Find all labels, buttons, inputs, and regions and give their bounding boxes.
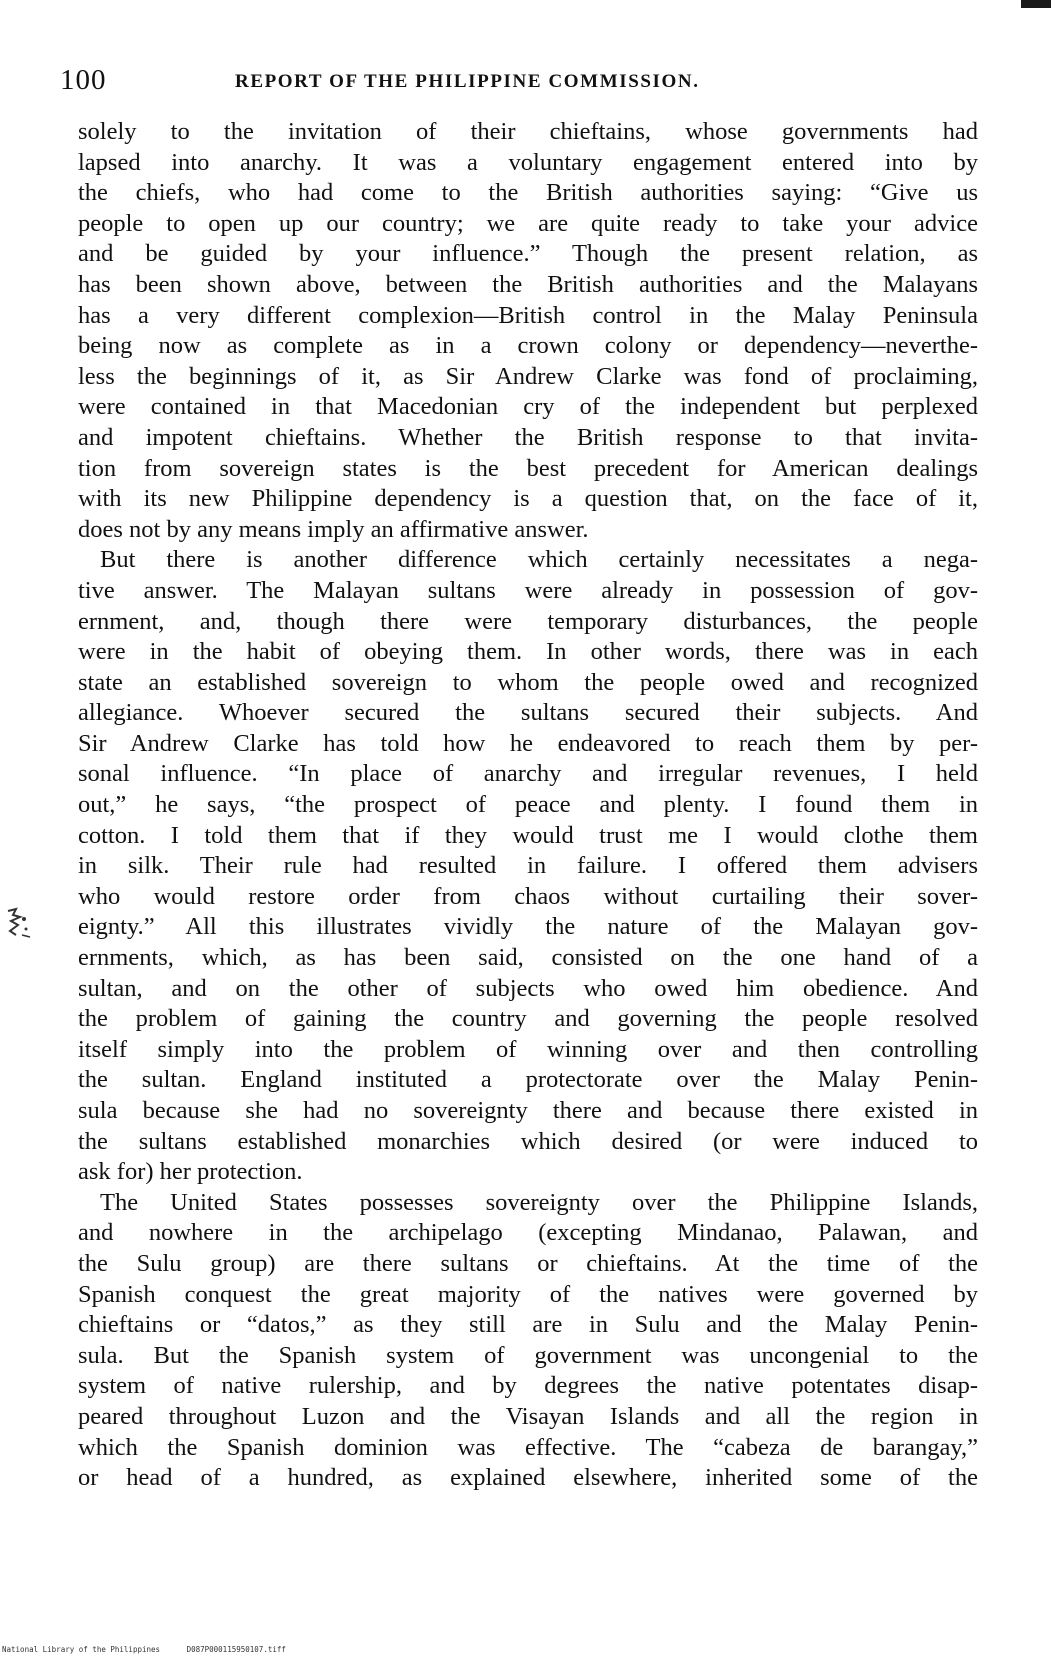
text-line: has been shown above, between the British authorities and the Malayans xyxy=(78,270,978,298)
text-line: sonal influence. “In place of anarchy and irregular revenues, I held xyxy=(78,760,978,788)
text-line: has a very different complexion—British control in the Malay Peninsula xyxy=(78,301,978,329)
margin-ink-mark xyxy=(4,905,34,941)
text-line: tive answer. The Malayan sultans were already in possession of gov- xyxy=(78,576,978,604)
scan-corner-mark xyxy=(1021,0,1051,8)
text-line: system of native rulership, and by degrees the native potentates disap- xyxy=(78,1372,978,1400)
text-line: the Sulu group) are there sultans or chieftains. At the time of the xyxy=(78,1249,978,1277)
running-title: REPORT OF THE PHILIPPINE COMMISSION. xyxy=(235,71,700,92)
text-line: sultan, and on the other of subjects who owed him obedience. And xyxy=(78,974,978,1002)
text-line: in silk. Their rule had resulted in failure. I offered them advisers xyxy=(78,852,978,880)
text-line: Spanish conquest the great majority of the natives were governed by xyxy=(78,1280,978,1308)
text-line: ask for) her protection. xyxy=(78,1158,303,1186)
text-line: the problem of gaining the country and governing the people resolved xyxy=(78,1005,978,1033)
text-line: the sultan. England instituted a protectorate over the Malay Penin- xyxy=(78,1066,978,1094)
text-line: out,” he says, “the prospect of peace and plenty. I found them in xyxy=(78,791,978,819)
text-line: with its new Philippine dependency is a question that, on the face of it, xyxy=(78,485,978,513)
text-line: less the beginnings of it, as Sir Andrew Clarke was fond of proclaiming, xyxy=(78,362,978,390)
text-line: the sultans established monarchies which desired (or were induced to xyxy=(78,1127,978,1155)
text-line: which the Spanish dominion was effective. The “cabeza de barangay,” xyxy=(78,1433,978,1461)
page-header xyxy=(60,64,980,100)
text-line: does not by any means imply an affirmative answer. xyxy=(78,515,589,543)
text-line: sula because she had no sovereignty there and because there existed in xyxy=(78,1097,978,1124)
text-line: eignty.” All this illustrates vividly the nature of the Malayan gov- xyxy=(78,913,978,941)
text-line: the chiefs, who had come to the British authorities saying: “Give us xyxy=(78,179,978,207)
body-text xyxy=(78,117,978,1494)
text-line: itself simply into the problem of winning over and then controlling xyxy=(78,1035,978,1063)
page-number: 100 xyxy=(60,64,107,96)
text-line: who would restore order from chaos without curtailing their sover- xyxy=(78,882,978,910)
text-line: But there is another difference which certainly necessitates a nega- xyxy=(100,546,978,574)
text-line: people to open up our country; we are quite ready to take your advice xyxy=(78,209,978,237)
text-line: peared throughout Luzon and the Visayan Islands and all the region in xyxy=(78,1402,978,1430)
text-line: and impotent chieftains. Whether the British response to that invita- xyxy=(78,423,978,451)
footer-library: National Library of the Philippines xyxy=(2,1645,161,1654)
text-line: sula. But the Spanish system of government was uncongenial to the xyxy=(78,1341,978,1369)
text-line: solely to the invitation of their chieftains, whose governments had xyxy=(78,118,978,145)
text-line: cotton. I told them that if they would trust me I would clothe them xyxy=(78,821,978,849)
text-line: or head of a hundred, as explained elsewhere, inherited some of the xyxy=(78,1464,978,1492)
text-line: tion from sovereign states is the best precedent for American dealings xyxy=(78,454,978,482)
text-line: and be guided by your influence.” Though the present relation, as xyxy=(78,240,978,268)
text-line: Sir Andrew Clarke has told how he endeavored to reach them by per- xyxy=(78,729,978,757)
text-line: were in the habit of obeying them. In other words, there was in each xyxy=(78,638,978,666)
text-line: were contained in that Macedonian cry of the independent but perplexed xyxy=(78,393,978,421)
text-line: state an established sovereign to whom the people owed and recognized xyxy=(78,668,978,696)
text-line: ernment, and, though there were temporary disturbances, the people xyxy=(78,607,978,635)
text-line: The United States possesses sovereignty over the Philippine Islands, xyxy=(100,1188,978,1216)
footer-file: D087P000115950107.tiff xyxy=(186,1645,286,1654)
scan-footer xyxy=(2,1645,602,1654)
text-line: and nowhere in the archipelago (excepting Mindanao, Palawan, and xyxy=(78,1219,978,1247)
text-line: lapsed into anarchy. It was a voluntary engagement entered into by xyxy=(78,148,978,176)
text-line: chieftains or “datos,” as they still are in Sulu and the Malay Penin- xyxy=(78,1311,978,1339)
text-line: ernments, which, as has been said, consisted on the one hand of a xyxy=(78,944,978,972)
text-line: being now as complete as in a crown colony or dependency—neverthe- xyxy=(78,332,978,360)
text-line: allegiance. Whoever secured the sultans secured their subjects. And xyxy=(78,699,978,727)
